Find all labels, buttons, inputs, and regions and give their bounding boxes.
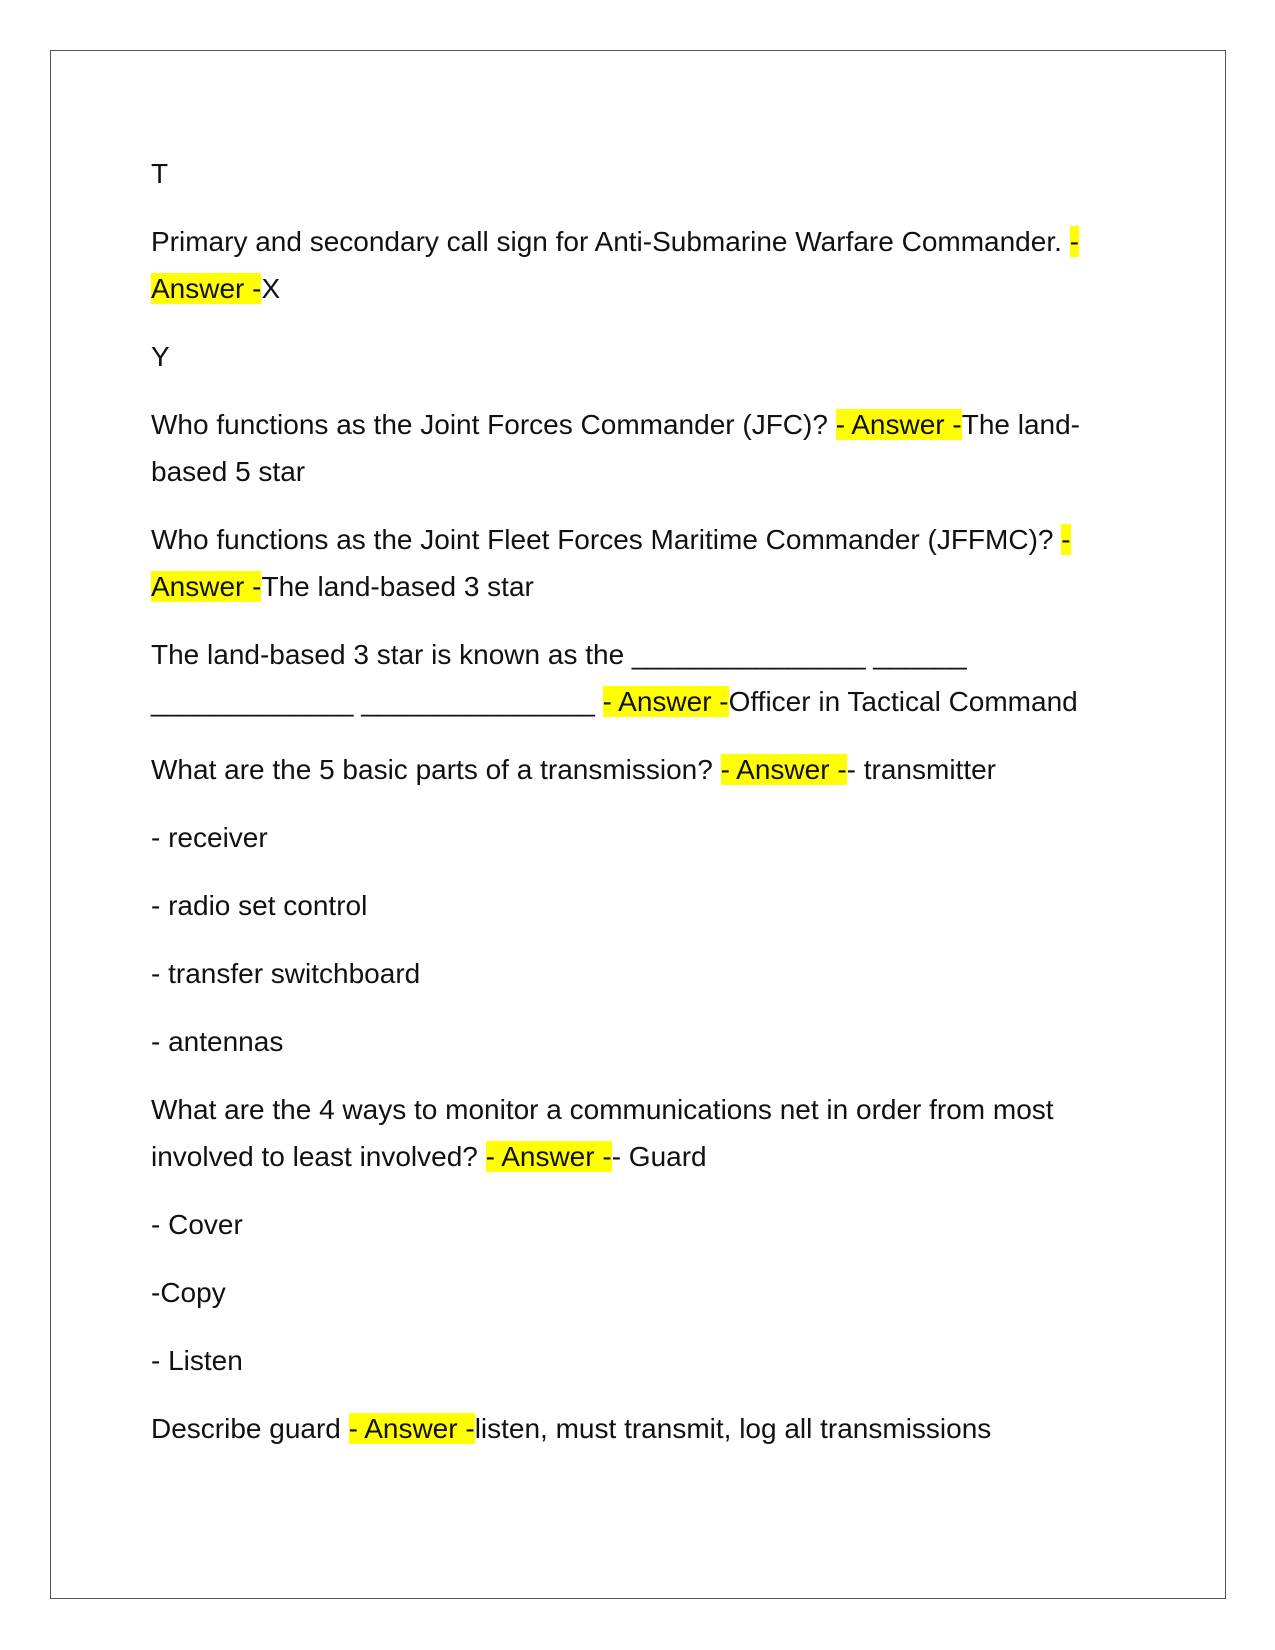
text-after: Officer in Tactical Command — [728, 686, 1078, 717]
text-before: Who functions as the Joint Fleet Forces Maritime Commander (JFFMC)? — [151, 524, 1062, 555]
text-before: T — [151, 158, 169, 189]
paragraph — [151, 1201, 1141, 1248]
answer-highlight: - Answer - — [151, 524, 1071, 602]
text-before: - transfer switchboard — [151, 958, 421, 989]
text-after: The land-based 3 star — [261, 571, 534, 602]
text-before: - antennas — [151, 1026, 284, 1057]
answer-highlight: - Answer - — [602, 686, 729, 717]
paragraph — [151, 814, 1141, 861]
text-after: - transmitter — [846, 754, 996, 785]
text-before: What are the 4 ways to monitor a communications net in order from most involved to least involved? — [151, 1094, 1054, 1172]
answer-highlight: - Answer - — [835, 409, 962, 440]
paragraph — [151, 150, 1141, 197]
paragraph — [151, 401, 1141, 495]
text-before: - radio set control — [151, 890, 368, 921]
answer-highlight: - Answer - — [720, 754, 847, 785]
paragraph — [151, 950, 1141, 997]
paragraph — [151, 746, 1141, 793]
answer-highlight: - Answer - — [151, 226, 1079, 304]
text-before: Y — [151, 341, 170, 372]
paragraph — [151, 1086, 1141, 1180]
paragraph — [151, 218, 1141, 312]
paragraph — [151, 516, 1141, 610]
paragraph — [151, 1018, 1141, 1065]
document-body — [151, 150, 1141, 1473]
paragraph — [151, 1269, 1141, 1316]
text-before: -Copy — [151, 1277, 226, 1308]
text-after: listen, must transmit, log all transmissions — [474, 1413, 992, 1444]
paragraph — [151, 882, 1141, 929]
text-before: - Listen — [151, 1345, 243, 1376]
text-before: - receiver — [151, 822, 268, 853]
text-after: - Guard — [611, 1141, 707, 1172]
text-before: Who functions as the Joint Forces Commander (JFC)? — [151, 409, 836, 440]
text-before: The land-based 3 star is known as the _______________ ______ _____________ _______________ — [151, 639, 967, 717]
paragraph — [151, 1405, 1141, 1452]
answer-highlight: - Answer - — [348, 1413, 475, 1444]
text-after: The land-based 5 star — [151, 409, 1081, 487]
paragraph — [151, 1337, 1141, 1384]
text-after: X — [261, 273, 281, 304]
text-before: - Cover — [151, 1209, 243, 1240]
text-before: What are the 5 basic parts of a transmission? — [151, 754, 721, 785]
text-before: Primary and secondary call sign for Anti-Submarine Warfare Commander. — [151, 226, 1070, 257]
answer-highlight: - Answer - — [485, 1141, 612, 1172]
text-before: Describe guard — [151, 1413, 349, 1444]
paragraph — [151, 333, 1141, 380]
paragraph — [151, 631, 1141, 725]
